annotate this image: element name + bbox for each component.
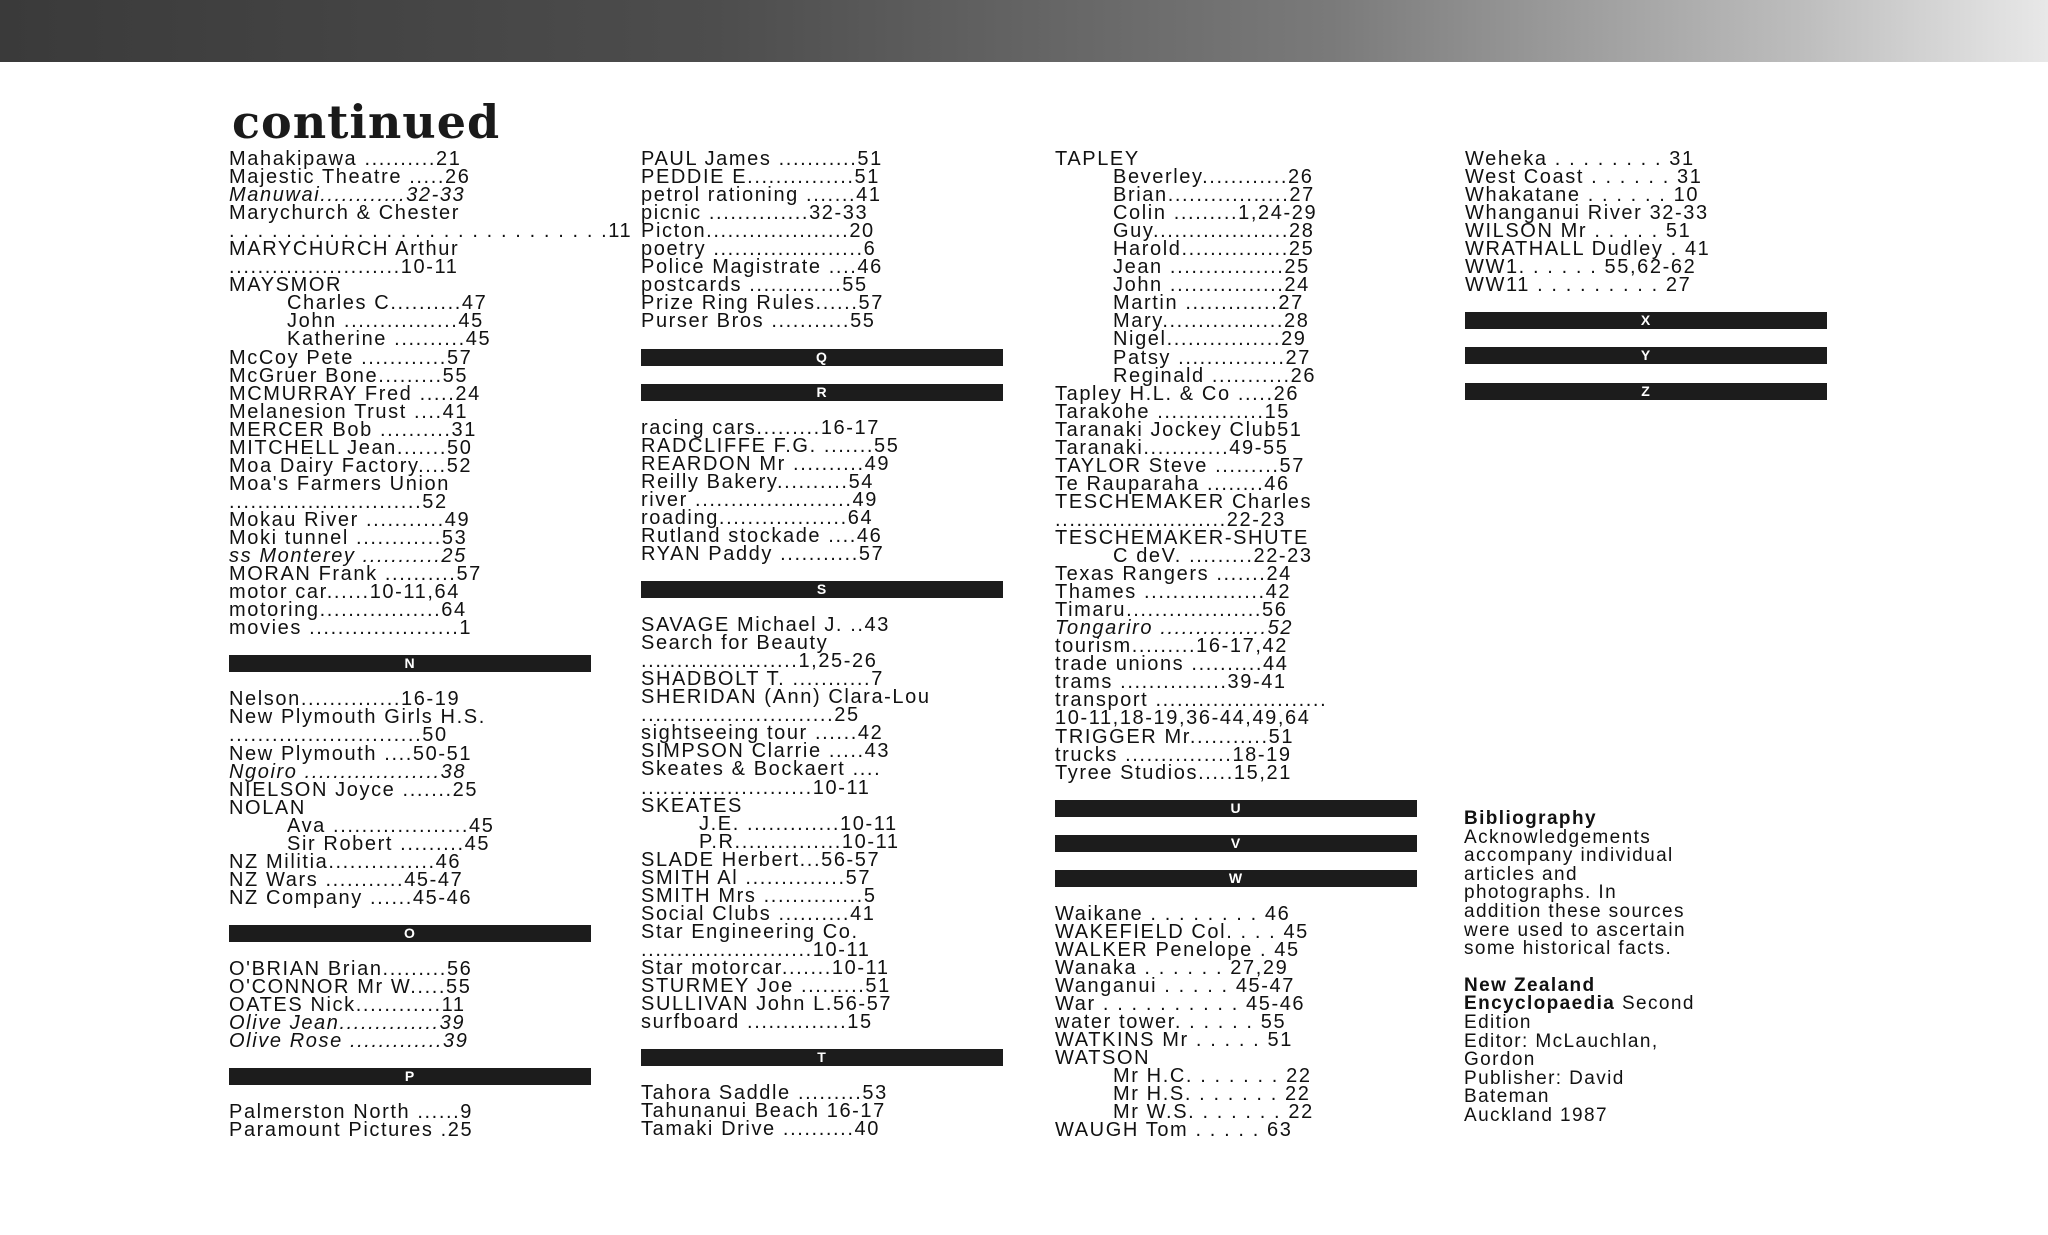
index-entry: WATKINS Mr . . . . . 51 <box>1055 1029 1293 1052</box>
index-entry: Tarakohe ...............15 <box>1055 400 1291 423</box>
index-entry: trucks ...............18-19 <box>1055 743 1292 766</box>
source-line: Bateman <box>1464 1086 1550 1108</box>
index-entry: REARDON Mr ..........49 <box>641 452 891 475</box>
index-entry: motoring.................64 <box>229 599 467 622</box>
index-entry: . . . . . . . . . . . . . . . . . . . . . . . . . . .11 <box>229 220 633 243</box>
index-entry: MAYSMOR <box>229 274 343 297</box>
index-entry: Mahakipawa ..........21 <box>229 148 462 170</box>
index-entry: ...........................50 <box>229 724 448 747</box>
index-subentry: Martin .............27 <box>1113 292 1304 315</box>
index-subentry: Mr H.S. . . . . . . 22 <box>1113 1083 1311 1106</box>
index-entry: Taranaki Jockey Club51 <box>1055 418 1303 441</box>
index-entry: Skeates & Bockaert .... <box>641 758 882 781</box>
bibliography-title: Bibliography <box>1464 808 1597 829</box>
index-entry: Palmerston North ......9 <box>229 1101 474 1124</box>
index-entry: ........................10-11 <box>641 776 871 799</box>
index-entry: RADCLIFFE F.G. .......55 <box>641 434 900 457</box>
index-subentry: Nigel................29 <box>1113 328 1307 351</box>
letter-divider: O <box>229 925 591 942</box>
index-subentry: Jean ................25 <box>1113 256 1310 279</box>
index-entry: RYAN Paddy ...........57 <box>641 542 885 565</box>
index-subentry: Beverley............26 <box>1113 166 1314 189</box>
index-subentry: Patsy ...............27 <box>1113 346 1311 369</box>
index-entry: Tyree Studios.....15,21 <box>1055 761 1292 784</box>
index-entry: SKEATES <box>641 794 743 817</box>
index-entry: racing cars.........16-17 <box>641 416 880 439</box>
source-title-name: Encyclopaedia <box>1464 993 1616 1015</box>
index-subentry: Ava ...................45 <box>287 814 495 837</box>
bibliography-line: were used to ascertain <box>1464 919 1686 941</box>
index-entry: West Coast . . . . . . 31 <box>1465 166 1703 189</box>
index-subentry: John ................45 <box>287 310 484 333</box>
index-entry: postcards .............55 <box>641 274 868 297</box>
spacer <box>1055 852 1415 870</box>
index-subentry: Brian.................27 <box>1113 184 1315 207</box>
index-entry: Ngoiro ...................38 <box>229 760 467 783</box>
letter-divider: X <box>1465 312 1827 329</box>
source-line: Auckland 1987 <box>1464 1104 1608 1126</box>
index-subentry: John ................24 <box>1113 274 1310 297</box>
index-entry: MORAN Frank ..........57 <box>229 563 482 586</box>
letter-divider: S <box>641 581 1003 598</box>
index-entry: Tongariro ...............52 <box>1055 617 1294 640</box>
index-entry: WW11 . . . . . . . . . 27 <box>1465 274 1692 297</box>
index-entry: Melanesion Trust ....41 <box>229 400 469 423</box>
index-entry: WAKEFIELD Col. . . . 45 <box>1055 920 1309 943</box>
spacer <box>641 1031 1001 1049</box>
index-subentry: Mary.................28 <box>1113 310 1310 333</box>
index-entry: ......................1,25-26 <box>641 650 878 673</box>
index-entry: MARYCHURCH Arthur <box>229 238 460 261</box>
bibliography-line: articles and <box>1464 863 1578 885</box>
index-entry: surfboard ..............15 <box>641 1011 873 1034</box>
spacer <box>641 401 1001 419</box>
index-entry: Mokau River ...........49 <box>229 508 471 531</box>
index-entry: Star Engineering Co. <box>641 920 859 943</box>
index-entry: river ......................49 <box>641 488 878 511</box>
index-entry: Olive Jean..............39 <box>229 1012 466 1035</box>
index-entry: Reilly Bakery..........54 <box>641 470 875 493</box>
index-subentry: Mr H.C. . . . . . . 22 <box>1113 1065 1312 1088</box>
spacer <box>641 366 1001 384</box>
spacer <box>1055 817 1415 835</box>
index-entry: Majestic Theatre .....26 <box>229 166 471 189</box>
index-entry: Police Magistrate ....46 <box>641 256 883 279</box>
index-entry: Te Rauparaha ........46 <box>1055 472 1290 495</box>
index-column-3 <box>1055 148 1415 1142</box>
index-entry: Waikane . . . . . . . . 46 <box>1055 902 1291 925</box>
index-subentry: C deV. .........22-23 <box>1113 545 1313 568</box>
index-entry: STURMEY Joe .........51 <box>641 975 891 998</box>
letter-divider: V <box>1055 835 1417 852</box>
index-entry: TESCHEMAKER-SHUTE <box>1055 526 1309 549</box>
index-entry: NZ Company ......45-46 <box>229 886 473 909</box>
header-band <box>0 0 2048 62</box>
index-entry: Picton....................20 <box>641 220 875 243</box>
index-entry: transport ........................ <box>1055 689 1328 712</box>
bibliography-line: addition these sources <box>1464 900 1685 922</box>
index-entry: trade unions ..........44 <box>1055 653 1289 676</box>
index-entry: trams ...............39-41 <box>1055 671 1287 694</box>
index-subentry: Mr W.S. . . . . . . 22 <box>1113 1101 1314 1124</box>
index-entry: Tapley H.L. & Co .....26 <box>1055 382 1300 405</box>
index-subentry: Reginald ...........26 <box>1113 364 1317 387</box>
index-entry: Star motorcar.......10-11 <box>641 956 890 979</box>
index-entry: NZ Militia...............46 <box>229 850 462 873</box>
index-entry: 10-11,18-19,36-44,49,64 <box>1055 707 1311 730</box>
index-entry: McGruer Bone.........55 <box>229 364 469 387</box>
index-entry: Purser Bros ...........55 <box>641 310 876 333</box>
index-entry: petrol rationing .......41 <box>641 184 882 207</box>
spacer <box>1055 782 1415 800</box>
index-entry: poetry .....................6 <box>641 238 877 261</box>
spacer <box>1465 329 1825 347</box>
index-entry: water tower. . . . . . 55 <box>1055 1011 1287 1034</box>
index-subentry: P.R...............10-11 <box>699 830 900 853</box>
letter-divider: R <box>641 384 1003 401</box>
index-entry: Weheka . . . . . . . . 31 <box>1465 148 1695 170</box>
index-entry: roading..................64 <box>641 506 874 529</box>
index-entry: Paramount Pictures .25 <box>229 1119 474 1142</box>
index-entry: TAPLEY <box>1055 148 1140 170</box>
page-heading: continued <box>232 95 501 149</box>
index-entry: SIMPSON Clarrie .....43 <box>641 740 891 763</box>
index-entry: TAYLOR Steve .........57 <box>1055 454 1305 477</box>
index-entry: movies .....................1 <box>229 617 473 640</box>
letter-divider: W <box>1055 870 1417 887</box>
index-entry: New Plymouth ....50-51 <box>229 742 473 765</box>
index-entry: PAUL James ...........51 <box>641 148 883 170</box>
index-subentry: J.E. .............10-11 <box>699 812 898 835</box>
index-entry: ........................10-11 <box>641 938 871 961</box>
index-entry: Whakatane . . . . . . 10 <box>1465 184 1700 207</box>
index-entry: McCoy Pete ............57 <box>229 346 473 369</box>
index-entry: WRATHALL Dudley . 41 <box>1465 238 1711 261</box>
spacer <box>641 330 1001 348</box>
index-entry: WAUGH Tom . . . . . 63 <box>1055 1119 1293 1142</box>
spacer <box>229 1050 589 1068</box>
index-entry: Olive Rose .............39 <box>229 1030 469 1053</box>
index-entry: ........................22-23 <box>1055 508 1286 531</box>
index-entry: Taranaki............49-55 <box>1055 436 1289 459</box>
index-entry: O'CONNOR Mr W.....55 <box>229 976 472 999</box>
index-entry: ...........................52 <box>229 490 448 513</box>
index-entry: WILSON Mr . . . . . 51 <box>1465 220 1692 243</box>
index-entry: motor car......10-11,64 <box>229 581 460 604</box>
index-entry: OATES Nick............11 <box>229 994 466 1017</box>
index-subentry: Charles C..........47 <box>287 292 488 315</box>
index-entry: Moa's Farmers Union <box>229 472 450 495</box>
index-column-2 <box>641 148 1001 1141</box>
source-line: Publisher: David <box>1464 1067 1625 1089</box>
index-subentry: Colin .........1,24-29 <box>1113 202 1318 225</box>
index-entry: MITCHELL Jean.......50 <box>229 436 473 459</box>
index-entry: MERCER Bob ..........31 <box>229 418 477 441</box>
index-entry: SMITH Al ..............57 <box>641 866 872 889</box>
index-entry: Timaru...................56 <box>1055 599 1288 622</box>
index-entry: TESCHEMAKER Charles <box>1055 490 1313 513</box>
index-entry: Tahora Saddle .........53 <box>641 1082 888 1105</box>
index-entry: WATSON <box>1055 1047 1151 1070</box>
index-entry: Prize Ring Rules......57 <box>641 292 884 315</box>
letter-divider: T <box>641 1049 1003 1066</box>
source-line: Gordon <box>1464 1049 1536 1071</box>
index-column-4 <box>1465 150 1825 400</box>
index-entry: PEDDIE E...............51 <box>641 166 880 189</box>
index-subentry: Sir Robert .........45 <box>287 832 491 855</box>
index-entry: WALKER Penelope . 45 <box>1055 938 1300 961</box>
index-entry: Marychurch & Chester <box>229 202 460 225</box>
index-entry: NOLAN <box>229 796 306 819</box>
source-title-suffix: Second <box>1615 993 1695 1015</box>
letter-divider: N <box>229 655 591 672</box>
index-entry: SHERIDAN (Ann) Clara-Lou <box>641 686 931 709</box>
index-entry: Whanganui River 32-33 <box>1465 202 1709 225</box>
index-entry: TRIGGER Mr...........51 <box>1055 725 1295 748</box>
index-entry: Social Clubs ..........41 <box>641 902 876 925</box>
letter-divider: Z <box>1465 383 1827 400</box>
index-entry: WW1. . . . . . 55,62-62 <box>1465 256 1697 279</box>
index-entry: NIELSON Joyce .......25 <box>229 778 479 801</box>
source-line: Edition <box>1464 1011 1532 1033</box>
letter-divider: Q <box>641 349 1003 366</box>
letter-divider: U <box>1055 800 1417 817</box>
index-entry: Tahunanui Beach 16-17 <box>641 1100 886 1123</box>
index-entry: O'BRIAN Brian.........56 <box>229 958 473 981</box>
source-title-line-1: New Zealand <box>1464 974 1596 996</box>
index-entry: Thames .................42 <box>1055 581 1292 604</box>
bibliography-line: accompany individual <box>1464 845 1674 867</box>
source-line: Editor: McLauchlan, <box>1464 1030 1659 1052</box>
index-entry: Nelson..............16-19 <box>229 688 461 711</box>
index-entry: MCMURRAY Fred .....24 <box>229 382 481 405</box>
index-entry: NZ Wars ...........45-47 <box>229 868 464 891</box>
index-entry: Tamaki Drive ..........40 <box>641 1118 880 1141</box>
index-entry: Moki tunnel ............53 <box>229 526 468 549</box>
index-entry: ........................10-11 <box>229 256 459 279</box>
index-entry: tourism.........16-17,42 <box>1055 635 1288 658</box>
index-column-1 <box>229 148 633 1142</box>
spacer <box>1465 294 1825 312</box>
index-entry: picnic ..............32-33 <box>641 202 869 225</box>
index-entry: ...........................25 <box>641 704 860 727</box>
bibliography-line: some historical facts. <box>1464 938 1673 960</box>
index-entry: Wanaka . . . . . . 27,29 <box>1055 956 1289 979</box>
bibliography-section <box>1464 810 1824 1126</box>
spacer <box>1465 364 1825 382</box>
index-entry: ss Monterey ...........25 <box>229 545 467 568</box>
letter-divider: Y <box>1465 347 1827 364</box>
index-entry: SLADE Herbert...56-57 <box>641 848 881 871</box>
index-entry: War . . . . . . . . . . 45-46 <box>1055 993 1306 1016</box>
index-entry: SMITH Mrs ..............5 <box>641 884 877 907</box>
bibliography-line: photographs. In <box>1464 882 1618 904</box>
spacer <box>229 907 589 925</box>
index-entry: sightseeing tour ......42 <box>641 722 884 745</box>
letter-divider: P <box>229 1068 591 1085</box>
index-entry: SULLIVAN John L.56-57 <box>641 993 893 1016</box>
index-entry: Moa Dairy Factory....52 <box>229 454 473 477</box>
spacer <box>229 637 589 655</box>
index-entry: Rutland stockade ....46 <box>641 524 883 547</box>
bibliography-line: Acknowledgements <box>1464 826 1652 848</box>
index-entry: Wanganui . . . . . 45-47 <box>1055 975 1295 998</box>
index-entry: Texas Rangers .......24 <box>1055 563 1292 586</box>
index-entry: SHADBOLT T. ...........7 <box>641 668 884 691</box>
index-entry: Manuwai............32-33 <box>229 184 466 207</box>
index-subentry: Katherine ..........45 <box>287 328 492 351</box>
index-subentry: Harold...............25 <box>1113 238 1315 261</box>
index-entry: SAVAGE Michael J. ..43 <box>641 614 890 637</box>
spacer <box>641 563 1001 581</box>
index-subentry: Guy...................28 <box>1113 220 1315 243</box>
index-entry: New Plymouth Girls H.S. <box>229 706 486 729</box>
index-entry: Search for Beauty <box>641 632 829 655</box>
